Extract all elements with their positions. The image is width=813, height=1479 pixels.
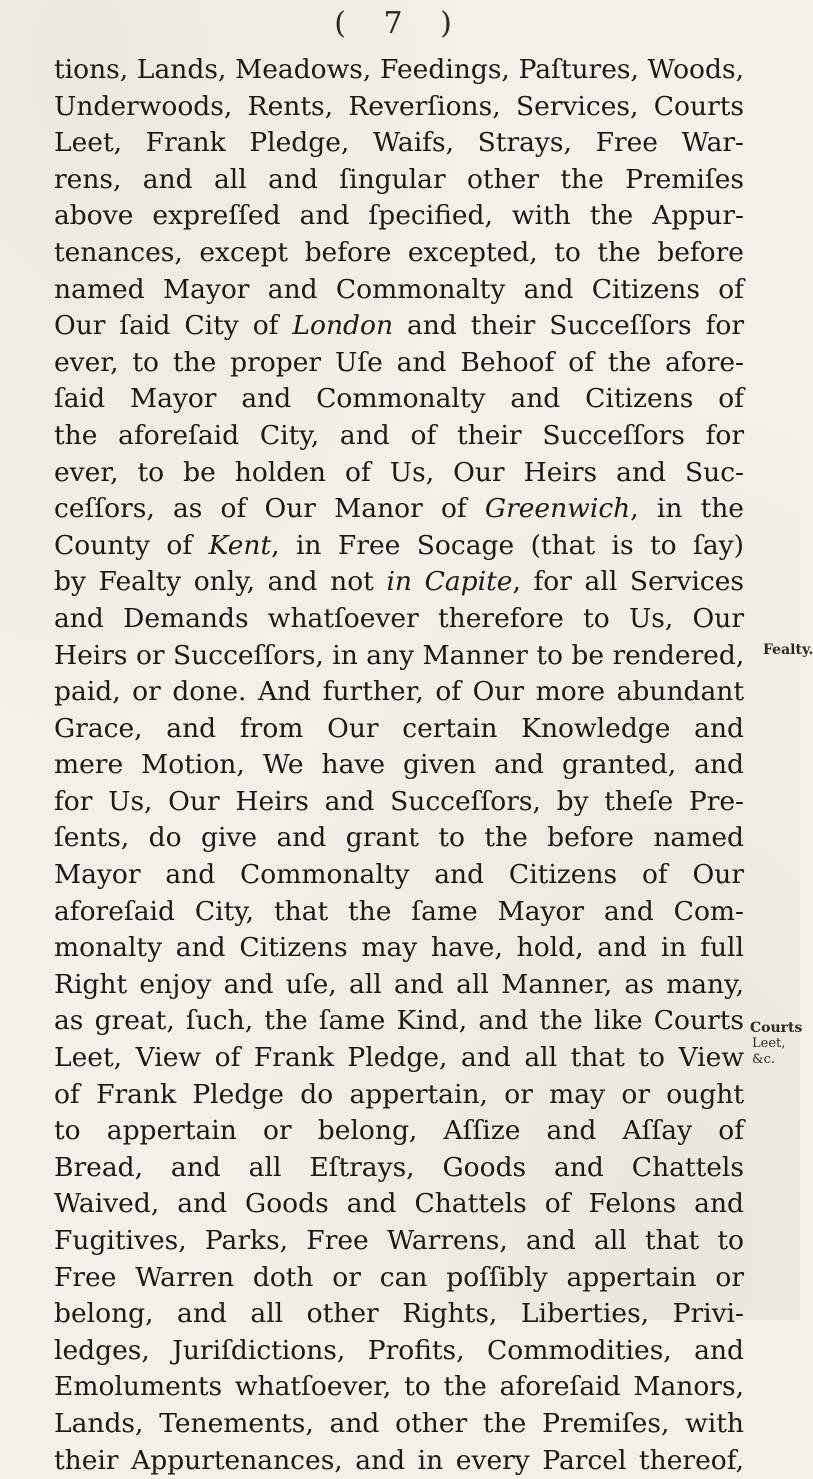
text-run: Underwoods, Rents, Reverſions, Services, Courts: [54, 90, 744, 122]
text-line: [54, 784, 744, 821]
text-run: aforeſaid City, that the ſame Mayor and Com-: [54, 895, 744, 927]
text-line: [54, 1333, 744, 1370]
text-line: [54, 1296, 744, 1333]
text-line: [54, 1406, 744, 1443]
text-line: [54, 345, 744, 382]
italic-term: in Capite: [386, 566, 513, 598]
text-line: [54, 894, 744, 931]
text-run: ſaid Mayor and Commonalty and Citizens of: [54, 383, 744, 415]
text-line: [54, 857, 744, 894]
text-run: Free Warren doth or can poſſibly appertain or: [54, 1261, 744, 1293]
text-line: [54, 52, 744, 89]
text-line: [54, 381, 744, 418]
italic-term: London: [292, 310, 394, 342]
text-run: County of: [54, 529, 209, 561]
text-run: ever, to the proper Uſe and Behoof of the afore-: [54, 346, 744, 378]
text-line: [54, 455, 744, 492]
text-line: [54, 418, 744, 455]
text-run: to appertain or belong, Aſſize and Aſſay of: [54, 1115, 744, 1147]
margin-note-courts-line1: Courts: [750, 1020, 803, 1036]
text-run: Waived, and Goods and Chattels of Felons and: [54, 1188, 744, 1220]
text-line: [54, 564, 744, 601]
text-run: rens, and all and ſingular other the Premiſes: [54, 163, 744, 195]
text-line: [54, 89, 744, 126]
text-line: [54, 674, 744, 711]
text-run: for Us, Our Heirs and Succeſſors, by theſe Pre-: [54, 785, 744, 817]
text-line: [54, 1369, 744, 1406]
text-line: [54, 198, 744, 235]
text-run: ever, to be holden of Us, Our Heirs and Suc-: [54, 456, 744, 488]
text-line: [54, 1113, 744, 1150]
text-line: [54, 601, 744, 638]
margin-note-courts-line2: Leet, &c.: [752, 1036, 786, 1067]
text-line: [54, 528, 744, 565]
text-run: tions, Lands, Meadows, Feedings, Paſtures, Woods,: [54, 54, 744, 85]
text-line: [54, 1150, 744, 1187]
text-run: Right enjoy and uſe, all and all Manner, as many,: [54, 968, 744, 1000]
text-run: belong, and all other Rights, Liberties, Privi-: [54, 1298, 744, 1330]
text-run: tenances, except before excepted, to the before: [54, 236, 744, 268]
text-run: and Demands whatſoever therefore to Us, Our: [54, 602, 744, 634]
text-run: of Frank Pledge do appertain, or may or ought: [54, 1078, 744, 1110]
text-run: , for all Services: [512, 566, 744, 598]
text-line: [54, 820, 744, 857]
text-line: [54, 125, 744, 162]
text-run: monalty and Citizens may have, hold, and in full: [54, 932, 744, 964]
text-line: [54, 235, 744, 272]
text-run: Bread, and all Eſtrays, Goods and Chattels: [54, 1151, 744, 1183]
text-run: the aforeſaid City, and of their Succeſſors for: [54, 419, 744, 451]
text-run: by Fealty only, and not: [54, 566, 387, 598]
text-line: [54, 967, 744, 1004]
text-run: , in the: [630, 493, 744, 525]
text-line: [54, 711, 744, 748]
text-run: Leet, Frank Pledge, Waifs, Strays, Free War-: [54, 127, 744, 159]
text-line: [54, 1260, 744, 1297]
text-run: Fugitives, Parks, Free Warrens, and all that to: [54, 1225, 744, 1256]
text-run: paid, or done. And further, of Our more abundant: [54, 676, 744, 708]
text-line: [54, 308, 744, 345]
text-run: as great, ſuch, the ſame Kind, and the like Courts: [54, 1005, 744, 1037]
margin-note-fealty: Fealty.: [763, 642, 813, 658]
text-run: Leet, View of Frank Pledge, and all that to View: [54, 1042, 744, 1074]
page-number: ( 7 ): [334, 6, 466, 41]
text-line: [54, 930, 744, 967]
text-run: and their Succeſſors for: [393, 310, 744, 342]
text-run: ledges, Juriſdictions, Profits, Commodities, and: [54, 1334, 744, 1366]
text-line: [54, 1040, 744, 1077]
text-line: [54, 1003, 744, 1040]
text-run: named Mayor and Commonalty and Citizens of: [54, 273, 744, 305]
text-line: [54, 272, 744, 309]
text-run: , in Free Socage (that is to ſay): [271, 529, 744, 561]
text-line: [54, 162, 744, 199]
text-run: their Appurtenances, and in every Parcel thereof,: [54, 1444, 744, 1476]
text-line: [54, 1186, 744, 1223]
text-run: Grace, and from Our certain Knowledge and: [54, 712, 744, 744]
text-run: ſents, do give and grant to the before named: [54, 822, 744, 854]
text-run: Emoluments whatſoever, to the aforeſaid Manors,: [54, 1371, 744, 1403]
margin-note-courts-leet: [750, 1020, 803, 1068]
text-line: [54, 1077, 744, 1114]
text-run: above expreſſed and ſpecified, with the Appur-: [54, 200, 744, 232]
italic-term: Kent: [208, 529, 272, 561]
text-line: [54, 1443, 744, 1479]
text-line: [54, 638, 744, 675]
text-line: [54, 747, 744, 784]
text-run: mere Motion, We have given and granted, and: [54, 749, 744, 781]
text-run: Lands, Tenements, and other the Premiſes, with: [54, 1407, 744, 1439]
body-text: [54, 52, 744, 1479]
text-line: [54, 1223, 744, 1260]
text-line: [54, 491, 744, 528]
text-run: Mayor and Commonalty and Citizens of Our: [54, 859, 744, 891]
italic-term: Greenwich: [484, 493, 631, 525]
text-run: Heirs or Succeſſors, in any Manner to be rendered,: [54, 639, 745, 671]
text-run: Our ſaid City of: [54, 310, 293, 342]
text-run: ceſſors, as of Our Manor of: [54, 493, 485, 525]
